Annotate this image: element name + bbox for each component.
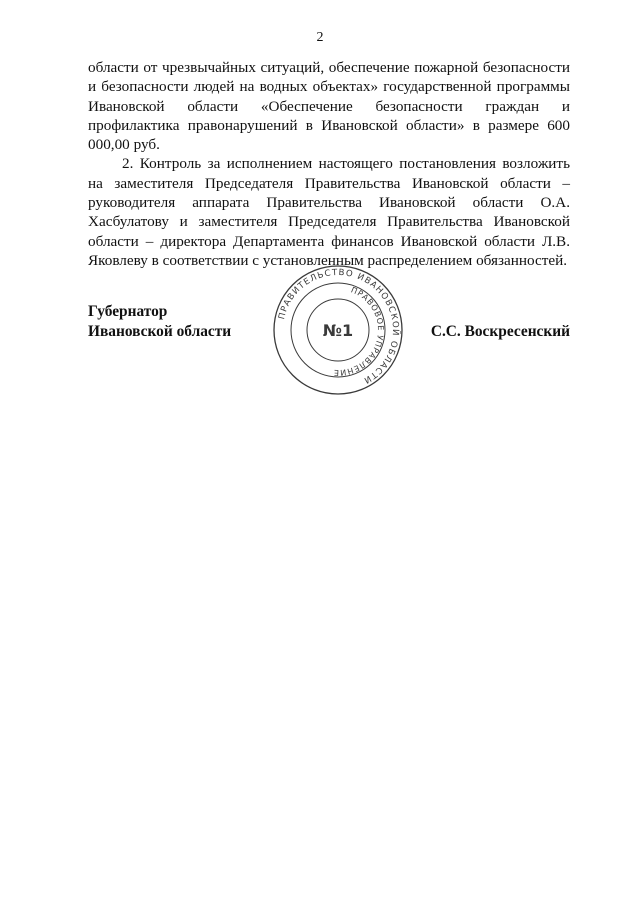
seal-center-number: №1 bbox=[322, 321, 354, 340]
seal-outer-text: ПРАВИТЕЛЬСТВО ИВАНОВСКОЙ ОБЛАСТИ bbox=[277, 267, 401, 386]
official-seal-stamp bbox=[272, 264, 404, 396]
signatory-name: С.С. Воскресенский bbox=[430, 323, 570, 340]
body-paragraph-2: 2. Контроль за исполнением настоящего постановления возложить на заместителя Председателя Правительства Ивановской области – руководителя аппарата Правительства Ивановской области О.А. Хасбулатову и заместителя Председателя Правительства Ивановской области – директора Департамента финансов Ивановской области Л.В. Яковлеву в соответствии с установленным распределением обязанностей. bbox=[88, 155, 570, 269]
signatory-title-line-1: Губернатор bbox=[88, 303, 168, 320]
document-body bbox=[88, 58, 570, 270]
body-paragraph-1: области от чрезвычайных ситуаций, обеспечение пожарной безопасности и безопасности людей на водных объектах» государственной программы Ивановской области «Обеспечение безопасности граждан и профилактика правонарушений в Ивановской области» в размере 600 000,00 руб. bbox=[88, 59, 570, 154]
signatory-title-line-2: Ивановской области bbox=[88, 323, 232, 340]
signatory-title bbox=[88, 302, 231, 342]
seal-inner-text: ПРАВОВОЕ УПРАВЛЕНИЕ bbox=[333, 285, 386, 378]
page-number: 2 bbox=[316, 30, 324, 45]
